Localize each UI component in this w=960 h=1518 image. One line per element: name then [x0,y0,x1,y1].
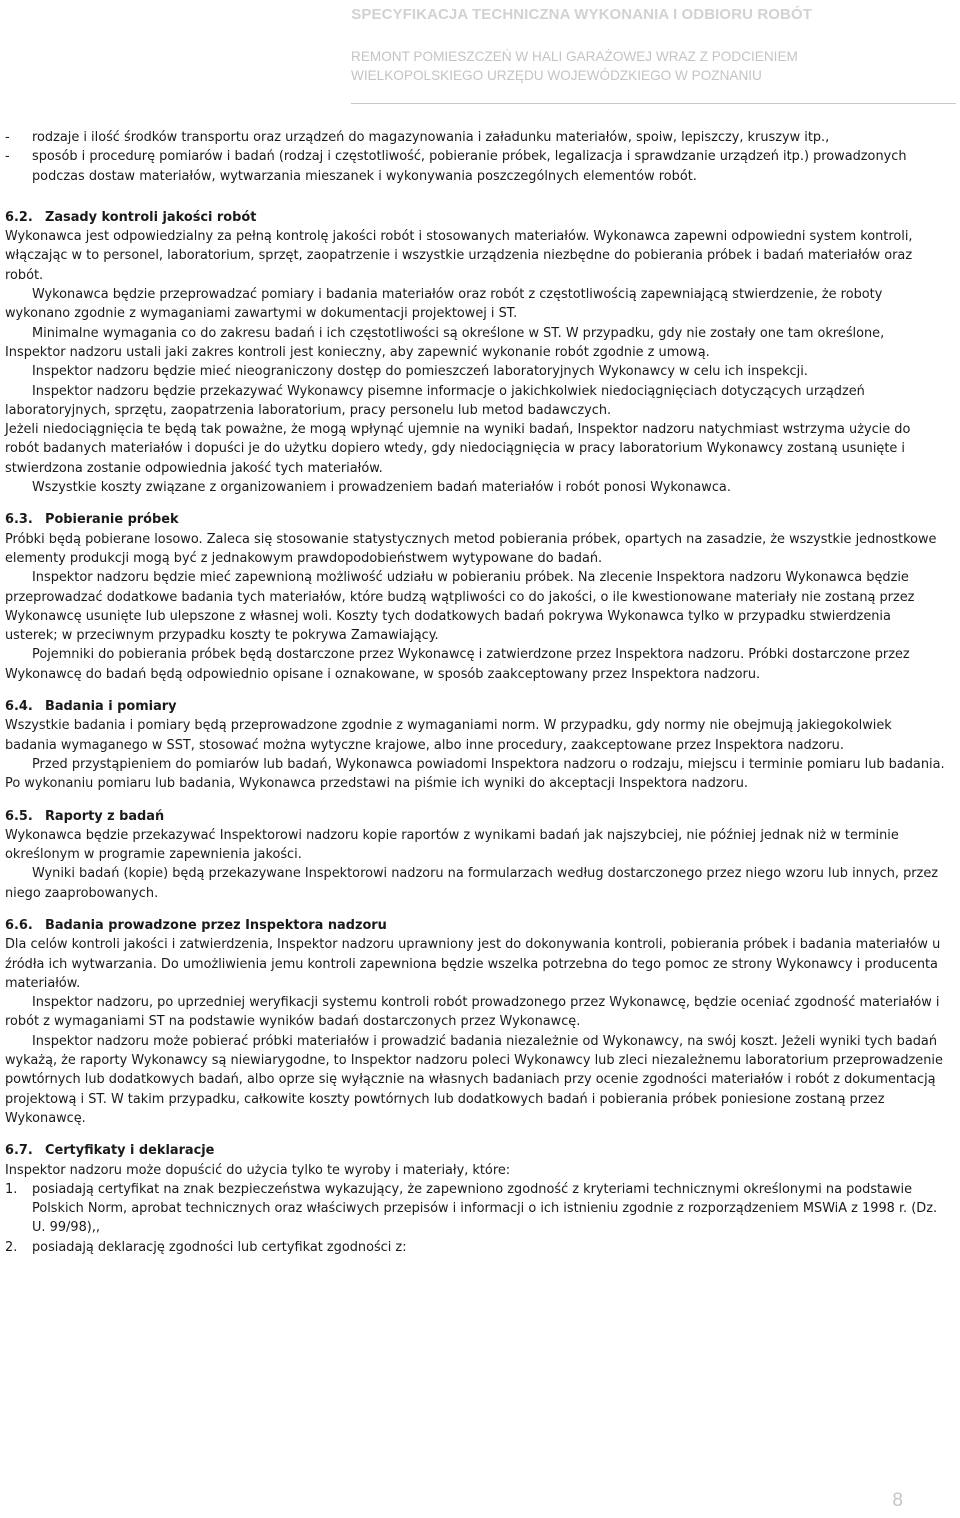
section-number: 6.2. [5,209,33,225]
list-number: 1. [5,1181,18,1197]
paragraph: Wszystkie koszty związane z organizowaniem i prowadzeniem badań materiałów i robót ponosi Wykonawca. [32,480,731,496]
section-title: Badania prowadzone przez Inspektora nadzoru [45,917,387,933]
paragraph: Wszystkie badania i pomiary będą przeprowadzone zgodnie z wymaganiami norm. W przypadku, gdy normy nie obejmują jakiegokolwiek badania wymaganego w SST, stosować można wytyczne krajowe, albo inne procedury, zaakceptowane przez Inspektora nadzoru. [5,718,892,753]
list-text: posiadają deklarację zgodności lub certyfikat zgodności z: [32,1239,407,1255]
paragraph: Inspektor nadzoru może pobierać próbki materiałów i prowadzić badania niezależnie od Wykonawcy, na swój koszt. Jeżeli wyniki tych badań wykażą, że raporty Wykonawcy są niewiarygodne, to Inspektor nadzoru poleci Wykonawcy lub zleci niezależnemu laboratorium przeprowadzenie powtórnych lub dodatkowych badań, albo oprze się wyłącznie na własnych badaniach przy ocenie zgodności materiałów i robót z dokumentacją projektową i ST. W takim przypadku, całkowite koszty powtórnych lub dodatkowych badań i pobierania próbek poniesione zostaną przez Wykonawcę. [5,1033,943,1126]
bullet-text: rodzaje i ilość środków transportu oraz urządzeń do magazynowania i załadunku materiałów, spoiw, lepiszczy, kruszyw itp., [32,130,830,145]
bullet-dash: - [5,149,10,165]
section-heading [5,916,945,935]
paragraph: Inspektor nadzoru będzie mieć zapewnioną możliwość udziału w pobieraniu próbek. Na zlecenie Inspektora nadzoru Wykonawca będzie przeprowadzać dodatkowe badania tych materiałów, które budzą wątpliwości co do jakości, o ile kwestionowane materiały nie zostaną przez Wykonawcę usunięte lub ulepszone z własnej woli. Koszty tych dodatkowych badań pokrywa Wykonawca tylko w przypadku stwierdzenia usterek; w przeciwnym przypadku koszty te pokrywa Zamawiający. [5,570,915,644]
section-6-6 [5,916,945,1128]
section-heading [5,697,945,716]
section-title: Zasady kontroli jakości robót [45,209,257,225]
list-number: 2. [5,1239,18,1255]
header-divider [351,103,956,104]
paragraph: Przed przystąpieniem do pomiarów lub badań, Wykonawca powiadomi Inspektora nadzoru o rodzaju, miejscu i terminie pomiaru lub badania. Po wykonaniu pomiaru lub badania, Wykonawca przedstawi na piśmie ich wyniki do akceptacji Inspektora nadzoru. [5,756,945,792]
section-heading [5,208,945,227]
section-title: Badania i pomiary [45,699,177,715]
section-number: 6.7. [5,1143,33,1159]
paragraph: Wykonawca jest odpowiedzialny za pełną kontrolę jakości robót i stosowanych materiałów. Wykonawca zapewni odpowiedni system kontroli, włączając w to personel, laboratorium, sprzęt, zaopatrzenie i wszystkie urządzenia niezbędne do pobierania próbek i badań materiałów oraz robót. [5,229,913,283]
list-item [5,128,945,147]
paragraph: Inspektor nadzoru może dopuścić do użycia tylko te wyroby i materiały, które: [5,1162,511,1178]
paragraph: Próbki będą pobierane losowo. Zaleca się stosowanie statystycznych metod pobierania próbek, opartych na zasadzie, że wszystkie jednostkowe elementy produkcji mogą być z jednakowym prawdopodobieństwem wytypowane do badań. [5,531,937,566]
list-item [5,147,945,186]
list-item [5,1238,945,1257]
paragraph: Pojemniki do pobierania próbek będą dostarczone przez Wykonawcę i zatwierdzone przez Inspektora nadzoru. Próbki dostarczone przez Wykonawcę do badań będą odpowiednio opisane i oznakowane, w sposób zaakceptowany przez Inspektora nadzoru. [5,647,910,682]
paragraph: Wyniki badań (kopie) będą przekazywane Inspektorowi nadzoru na formularzach według dostarczonego przez niego wzoru lub innych, przez niego zaaprobowanych. [5,866,939,901]
section-title: Certyfikaty i deklaracje [45,1143,215,1159]
numbered-list [5,1180,945,1257]
section-number: 6.4. [5,699,33,715]
bullet-list [5,128,945,186]
section-6-4 [5,697,945,793]
document-title: SPECYFIKACJA TECHNICZNA WYKONANIA I ODBIORU ROBÓT [351,6,812,23]
paragraph: Jeżeli niedociągnięcia te będą tak poważne, że mogą wpłynąć ujemnie na wyniki badań, Inspektor nadzoru natychmiast wstrzyma użycie do robót badanych materiałów i dopuści je do użytku dopiero wtedy, gdy niedociągnięcia w pracy laboratorium Wykonawcy zostaną usunięte i stwierdzona zostanie odpowiednia jakość tych materiałów. [5,422,911,476]
paragraph: Inspektor nadzoru, po uprzedniej weryfikacji systemu kontroli robót prowadzonego przez Wykonawcę, będzie oceniać zgodność materiałów i robót z wymaganiami ST na podstawie wyników badań dostarczonych przez Wykonawcę. [5,995,940,1030]
paragraph: Minimalne wymagania co do zakresu badań i ich częstotliwości są określone w ST. W przypadku, gdy nie zostały one tam określone, Inspektor nadzoru ustali jaki zakres kontroli jest konieczny, aby zapewnić wykonanie robót zgodnie z umową. [5,325,885,360]
section-number: 6.5. [5,808,33,824]
list-item [5,1180,945,1238]
section-heading [5,510,945,529]
section-heading [5,1141,945,1160]
paragraph: Dla celów kontroli jakości i zatwierdzenia, Inspektor nadzoru uprawniony jest do dokonywania kontroli, pobierania próbek i badania materiałów u źródła ich wytwarzania. Do umożliwienia jemu kontroli zapewniona będzie wszelka potrzebna do tego pomoc ze strony Wykonawcy i producenta materiałów. [5,937,941,991]
paragraph: Inspektor nadzoru będzie przekazywać Wykonawcy pisemne informacje o jakichkolwiek niedociągnięciach dotyczących urządzeń laboratoryjnych, sprzętu, zaopatrzenia laboratorium, pracy personelu lub metod badawczych. [5,383,865,418]
section-6-7 [5,1141,945,1257]
paragraph: Wykonawca będzie przeprowadzać pomiary i badania materiałów oraz robót z częstotliwością zapewniającą stwierdzenie, że roboty wykonano zgodnie z wymaganiami zawartymi w dokumentacji projektowej i ST. [5,287,883,322]
bullet-dash: - [5,130,10,145]
project-subtitle-line-1: REMONT POMIESZCZEŃ W HALI GARAŻOWEJ WRAZ Z PODCIENIEM [351,49,798,64]
section-title: Pobieranie próbek [45,512,179,528]
project-subtitle [351,47,798,85]
paragraph: Inspektor nadzoru będzie mieć nieograniczony dostęp do pomieszczeń laboratoryjnych Wykonawcy w celu ich inspekcji. [32,364,808,380]
section-6-2 [5,208,945,497]
section-number: 6.6. [5,917,33,933]
section-number: 6.3. [5,512,33,528]
list-text: posiadają certyfikat na znak bezpieczeństwa wykazujący, że zapewniono zgodność z kryteriami technicznymi określonymi na podstawie Polskich Norm, aprobat technicznych oraz właściwych przepisów i informacji o ich istnieniu zgodnie z rozporządzeniem MSWiA z 1998 r. (Dz. U. 99/98),, [32,1181,938,1236]
bullet-text: sposób i procedurę pomiarów i badań (rodzaj i częstotliwość, pobieranie próbek, legalizacja i sprawdzanie urządzeń itp.) prowadzonych podczas dostaw materiałów, wytwarzania mieszanek i wykonywania poszczególnych elementów robót. [32,149,907,184]
section-heading [5,807,945,826]
page-header [0,0,960,106]
section-6-3 [5,510,945,684]
page-number: 8 [892,1490,903,1511]
project-subtitle-line-2: WIELKOPOLSKIEGO URZĘDU WOJEWÓDZKIEGO W POZNANIU [351,68,762,83]
paragraph: Wykonawca będzie przekazywać Inspektorowi nadzoru kopie raportów z wynikami badań jak najszybciej, nie później jednak niż w terminie określonym w programie zapewnienia jakości. [5,827,899,863]
section-6-5 [5,807,945,903]
section-title: Raporty z badań [45,808,165,824]
document-body [5,128,945,1257]
